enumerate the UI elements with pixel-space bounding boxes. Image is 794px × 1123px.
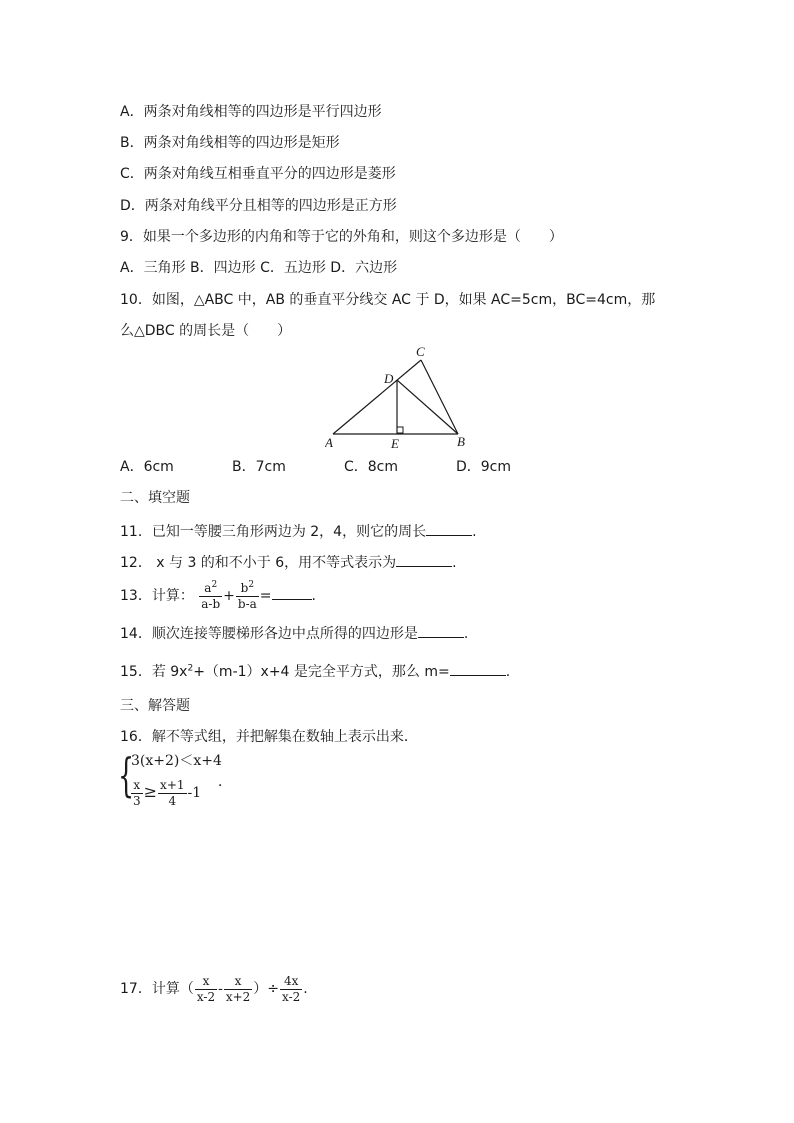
denominator: b-a [237,596,257,611]
q10-option-d: D．9cm [456,459,512,475]
q15-end: . [505,664,511,680]
denominator: x-2 [282,989,301,1004]
q8-option-a: A．两条对角线相等的四边形是平行四边形 [120,104,382,120]
q17-prefix: 17．计算（ [120,981,194,997]
segment-ac [333,360,421,434]
q8-option-d: D．两条对角线平分且相等的四边形是正方形 [120,198,397,214]
q10-stem-line1: 10．如图，△ABC 中，AB 的垂直平分线交 AC 于 D，如果 AC=5cm，BC=4cm，那 [120,292,656,308]
q10-option-a: A．6cm [120,459,174,475]
numerator: x [131,778,143,794]
fraction [199,581,222,612]
q9-stem: 9．如果一个多边形的内角和等于它的外角和，则这个多边形是（ ） [120,229,563,245]
q11-end: . [472,524,477,540]
q10-option-c: C．8cm [344,459,399,475]
q17 [120,971,308,1007]
exponent: 2 [211,579,218,590]
q16-inequality-2 [130,774,201,811]
fraction [280,974,302,1005]
q16-end: ． [218,774,232,790]
q9-options: A．三角形 B．四边形 C．五边形 D．六边形 [120,260,398,276]
q14-text: 14．顺次连接等腰梯形各边中点所得的四边形是 [120,626,418,642]
segment-db [397,380,458,434]
geq-sign: ≥ [143,782,158,801]
q13-prefix: 13．计算： [120,588,194,604]
q16-stem: 16．解不等式组，并把解集在数轴上表示出来． [120,729,418,745]
exponent: 2 [187,663,194,674]
fraction [131,778,143,809]
q15 [120,661,510,681]
q15-text-a: 15．若 9x [120,664,188,680]
numerator: x+1 [160,777,185,792]
denominator: a-b [201,596,221,611]
numerator: x [224,974,252,990]
fraction [236,581,259,612]
denominator: 4 [168,793,177,808]
q14-end: . [463,626,469,642]
numerator: 4x [280,974,302,990]
q12-text: 12． x 与 3 的和不小于 6，用不等式表示为 [120,555,397,571]
label-d: D [384,371,394,386]
denominator: 3 [133,793,141,808]
fraction [195,974,217,1005]
label-e: E [391,436,399,451]
answer-blank [426,521,472,536]
q10-stem-line2: 么△DBC 的周长是（ ） [120,323,292,339]
label-a: A [325,435,333,450]
q15-text-b: +（m-1）x+4 是完全平方式，那么 m= [193,664,450,680]
q13 [120,578,316,614]
numerator: a [204,580,212,595]
q8-option-c: C．两条对角线互相垂直平分的四边形是菱形 [120,166,396,182]
fraction [224,974,252,1005]
minus-sign: - [218,981,223,997]
exponent: 2 [248,579,255,590]
segment-cb [421,360,458,434]
section2-title: 二、填空题 [120,490,190,506]
label-c: C [416,344,425,359]
denominator: x+2 [225,989,251,1004]
q16-inequality-1: 3(x+2)＜x+4 [131,753,222,769]
q17-end: . [303,981,308,997]
fraction [158,778,186,809]
brace-icon: { [118,748,135,802]
numerator: b [240,580,249,595]
q10-option-b: B．7cm [232,459,286,475]
q16-tail: -1 [187,785,202,801]
triangle-figure [325,342,475,452]
section3-title: 三、解答题 [120,698,190,714]
q13-end: . [311,588,316,604]
q8-option-b: B．两条对角线相等的四边形是矩形 [120,135,340,151]
right-angle-mark [397,427,403,433]
denominator: x-2 [196,989,216,1004]
q14 [120,623,468,643]
answer-blank [450,661,506,676]
equals-sign: = [259,588,272,604]
q17-close: ）÷ [253,981,280,997]
numerator: x [195,974,217,990]
answer-blank [418,623,464,638]
q11-text: 11．已知一等腰三角形两边为 2，4，则它的周长 [120,524,427,540]
plus-sign: + [223,588,235,604]
answer-blank [396,552,452,567]
q12-end: . [452,555,457,571]
label-b: B [457,434,465,449]
q11 [120,521,477,541]
answer-blank [272,585,312,600]
q12 [120,552,457,572]
